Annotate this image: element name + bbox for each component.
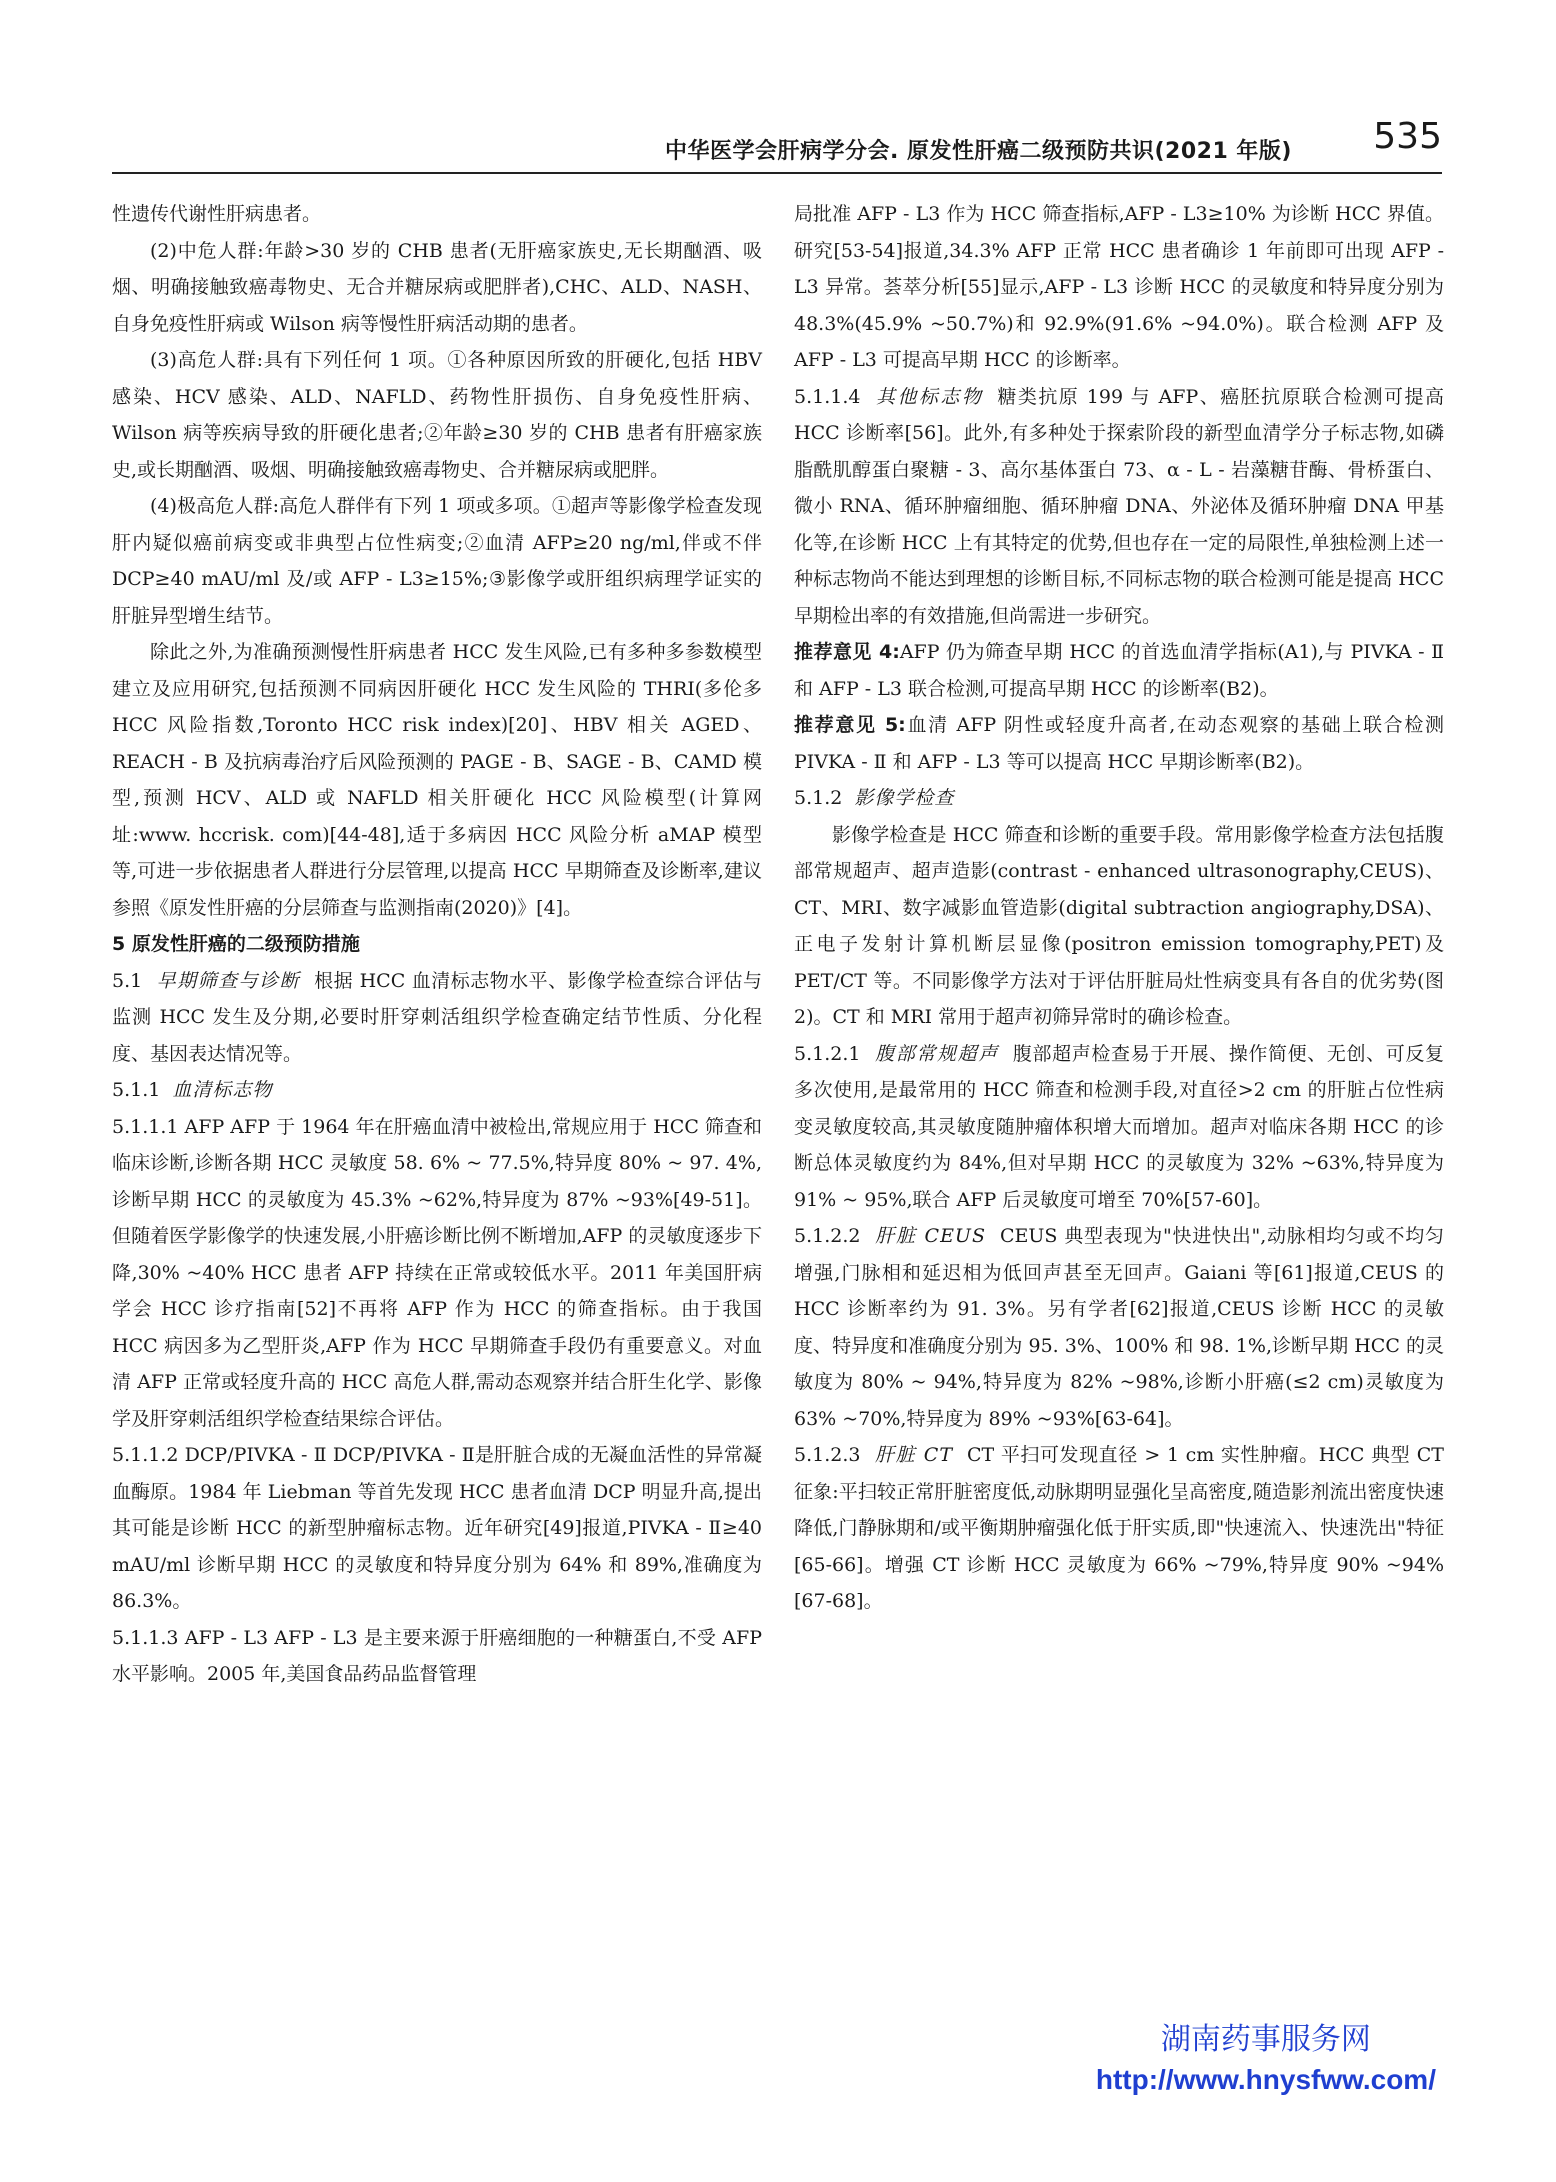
section-text: 根据 HCC 血清标志物水平、影像学检查综合评估与监测 HCC 发生及分期,必要时肝穿刺活组织学检查确定结节性质、分化程度、基因表达情况等。 (112, 969, 762, 1065)
section-title: 早期筛查与诊断 (156, 969, 301, 992)
paragraph: 局批准 AFP - L3 作为 HCC 筛查指标,AFP - L3≥10% 为诊断 HCC 界值。研究[53-54]报道,34.3% AFP 正常 HCC 患者确诊 1 年前即可出现 AFP - L3 异常。荟萃分析[55]显示,AFP - L3 诊断 HCC 的灵敏度和特异度分别为 48.3%(45.9% ~50.7%)和 92.9%(91.6% ~94.0%)。联合检测 AFP 及 AFP - L3 可提高早期 HCC 的诊断率。 (794, 203, 1444, 371)
recommendation-text: 血清 AFP 阴性或轻度升高者,在动态观察的基础上联合检测 PIVKA - Ⅱ 和 AFP - L3 等可以提高 HCC 早期诊断率(B2)。 (794, 714, 1444, 773)
section-text: CT 平扫可发现直径 > 1 cm 实性肿瘤。HCC 典型 CT 征象:平扫较正常肝脏密度低,动脉期明显强化呈高密度,随造影剂流出密度快速降低,门静脉期和/或平衡期肿瘤强化低于肝实质,即"快速流入、快速洗出"特征[65-66]。增强 CT 诊断 HCC 灵敏度为 66% ~79%,特异度 90% ~94%[67-68]。 (794, 1444, 1444, 1612)
paragraph: 5.1.1.2 DCP/PIVKA - Ⅱ DCP/PIVKA - Ⅱ是肝脏合成的无凝血活性的异常凝血酶原。1984 年 Liebman 等首先发现 HCC 患者血清 DCP 明显升高,提出其可能是诊断 HCC 的新型肿瘤标志物。近年研究[49]报道,PIVKA - Ⅱ≥40 mAU/ml 诊断早期 HCC 的灵敏度和特异度分别为 64% 和 89%,准确度为 86.3%。 (112, 1444, 762, 1612)
section-title: 其他标志物 (874, 385, 984, 408)
recommendation-label: 推荐意见 4: (794, 641, 900, 663)
section-title: 肝脏 CEUS (874, 1225, 986, 1247)
section-5-1-2-1 (794, 1036, 1444, 1219)
running-header (112, 112, 1442, 174)
paragraph: 除此之外,为准确预测慢性肝病患者 HCC 发生风险,已有多种多参数模型建立及应用研究,包括预测不同病因肝硬化 HCC 发生风险的 THRI(多伦多 HCC 风险指数,Toronto HCC risk index)[20]、HBV 相关 AGED、REACH - B 及抗病毒治疗后风险预测的 PAGE - B、SAGE - B、CAMD 模型,预测 HCV、ALD 或 NAFLD 相关肝硬化 HCC 风险模型(计算网址:www. hccrisk. com)[44-48],适于多病因 HCC 风险分析 aMAP 模型等,可进一步依据患者人群进行分层管理,以提高 HCC 早期筛查及诊断率,建议参照《原发性肝癌的分层筛查与监测指南(2020)》[4]。 (112, 641, 762, 919)
paragraph: 5.1.1.1 AFP AFP 于 1964 年在肝癌血清中被检出,常规应用于 HCC 筛查和临床诊断,诊断各期 HCC 灵敏度 58. 6% ~ 77.5%,特异度 80% ~ 97. 4%,诊断早期 HCC 的灵敏度为 45.3% ~62%,特异度为 87% ~93%[49-51]。但随着医学影像学的快速发展,小肝癌诊断比例不断增加,AFP 的灵敏度逐步下降,30% ~40% HCC 患者 AFP 持续在正常或较低水平。2011 年美国肝病学会 HCC 诊疗指南[52]不再将 AFP 作为 HCC 的筛查指标。由于我国 HCC 病因多为乙型肝炎,AFP 作为 HCC 早期筛查手段仍有重要意义。对血清 AFP 正常或轻度升高的 HCC 高危人群,需动态观察并结合肝生化学、影像学及肝穿刺活组织学检查结果综合评估。 (112, 1115, 762, 1430)
section-title: 血清标志物 (172, 1079, 273, 1101)
section-number: 5.1.2 (794, 787, 843, 809)
section-text: 糖类抗原 199 与 AFP、癌胚抗原联合检测可提高 HCC 诊断率[56]。此外,有多种处于探索阶段的新型血清学分子标志物,如磷脂酰肌醇蛋白聚糖 - 3、高尔基体蛋白 73、α - L - 岩藻糖苷酶、骨桥蛋白、微小 RNA、循环肿瘤细胞、循环肿瘤 DNA、外泌体及循环肿瘤 DNA 甲基化等,在诊断 HCC 上有其特定的优势,但也存在一定的局限性,单独检测上述一种标志物尚不能达到理想的诊断目标,不同标志物的联合检测可能是提高 HCC 早期检出率的有效措施,但尚需进一步研究。 (794, 385, 1444, 627)
section-5-1-2 (794, 780, 1444, 817)
section-number: 5.1.1 (112, 1079, 161, 1101)
section-title: 影像学检查 (854, 787, 955, 809)
section-number: 5.1.2.2 (794, 1225, 861, 1247)
section-number: 5.1.2.1 (794, 1042, 861, 1065)
website-watermark (1096, 2020, 1436, 2100)
section-5-1-2-3 (794, 1437, 1444, 1620)
paragraph: 5.1.1.3 AFP - L3 AFP - L3 是主要来源于肝癌细胞的一种糖蛋白,不受 AFP 水平影响。2005 年,美国食品药品监督管理 (112, 1626, 762, 1685)
paragraph: 影像学检查是 HCC 筛查和诊断的重要手段。常用影像学检查方法包括腹部常规超声、超声造影(contrast - enhanced ultrasonography,CEUS)、CT、MRI、数字减影血管造影(digital subtraction angiography,DSA)、正电子发射计算机断层显像(positron emission tomography,PET)及 PET/CT 等。不同影像学方法对于评估肝脏局灶性病变具有各自的优劣势(图 2)。CT 和 MRI 常用于超声初筛异常时的确诊检查。 (794, 823, 1444, 1028)
section-text: CEUS 典型表现为"快进快出",动脉相均匀或不均匀增强,门脉相和延迟相为低回声甚至无回声。Gaiani 等[61]报道,CEUS 的 HCC 诊断率约为 91. 3%。另有学者[62]报道,CEUS 诊断 HCC 的灵敏度、特异度和准确度分别为 95. 3%、100% 和 98. 1%,诊断早期 HCC 的灵敏度为 80% ~ 94%,特异度为 82% ~98%,诊断小肝癌(≤2 cm)灵敏度为 63% ~70%,特异度为 89% ~93%[63-64]。 (794, 1225, 1444, 1430)
section-heading-5: 5 原发性肝癌的二级预防措施 (112, 933, 360, 955)
section-5-1-2-2 (794, 1218, 1444, 1437)
paragraph: (4)极高危人群:高危人群伴有下列 1 项或多项。①超声等影像学检查发现肝内疑似癌前病变或非典型占位性病变;②血清 AFP≥20 ng/ml,伴或不伴 DCP≥40 mAU/ml 及/或 AFP - L3≥15%;③影像学或肝组织病理学证实的肝脏异型增生结节。 (112, 495, 762, 627)
section-title: 腹部常规超声 (874, 1042, 999, 1065)
section-text: 腹部超声检查易于开展、操作简便、无创、可反复多次使用,是最常用的 HCC 筛查和检测手段,对直径>2 cm 的肝脏占位性病变灵敏度较高,其灵敏度随肿瘤体积增大而增加。超声对临床各期 HCC 的诊断总体灵敏度约为 84%,但对早期 HCC 的灵敏度为 32% ~63%,特异度为 91% ~ 95%,联合 AFP 后灵敏度可增至 70%[57-60]。 (794, 1042, 1444, 1211)
recommendation-label: 推荐意见 5: (794, 714, 906, 736)
paragraph: 性遗传代谢性肝病患者。 (112, 203, 322, 225)
section-5-1 (112, 963, 762, 1073)
paragraph: (2)中危人群:年龄>30 岁的 CHB 患者(无肝癌家族史,无长期酗酒、吸烟、明确接触致癌毒物史、无合并糖尿病或肥胖者),CHC、ALD、NASH、自身免疫性肝病或 Wilson 病等慢性肝病活动期的患者。 (112, 239, 762, 335)
left-column (112, 196, 762, 1693)
section-title: 肝脏 CT (874, 1444, 954, 1466)
paragraph: (3)高危人群:具有下列任何 1 项。①各种原因所致的肝硬化,包括 HBV 感染、HCV 感染、ALD、NAFLD、药物性肝损伤、自身免疫性肝病、Wilson 病等疾病导致的肝硬化患者;②年龄≥30 岁的 CHB 患者有肝癌家族史,或长期酗酒、吸烟、明确接触致癌毒物史、合并糖尿病或肥胖。 (112, 349, 762, 481)
running-title: 中华医学会肝病学分会. 原发性肝癌二级预防共识(2021 年版) (664, 139, 1292, 164)
section-number: 5.1.2.3 (794, 1444, 861, 1466)
section-number: 5.1.1.4 (794, 385, 861, 408)
recommendation-text: AFP 仍为筛查早期 HCC 的首选血清学指标(A1),与 PIVKA - Ⅱ 和 AFP - L3 联合检测,可提高早期 HCC 的诊断率(B2)。 (794, 641, 1444, 700)
page-number: 535 (1373, 116, 1442, 157)
section-number: 5.1 (112, 969, 143, 992)
right-column (794, 196, 1444, 1620)
section-5-1-1-4 (794, 379, 1444, 635)
recommendation-4 (794, 634, 1444, 707)
section-5-1-1 (112, 1072, 762, 1109)
recommendation-5 (794, 707, 1444, 780)
watermark-name: 湖南药事服务网 (1160, 2022, 1371, 2057)
watermark-url[interactable]: http://www.hnysfww.com/ (1095, 2064, 1436, 2095)
